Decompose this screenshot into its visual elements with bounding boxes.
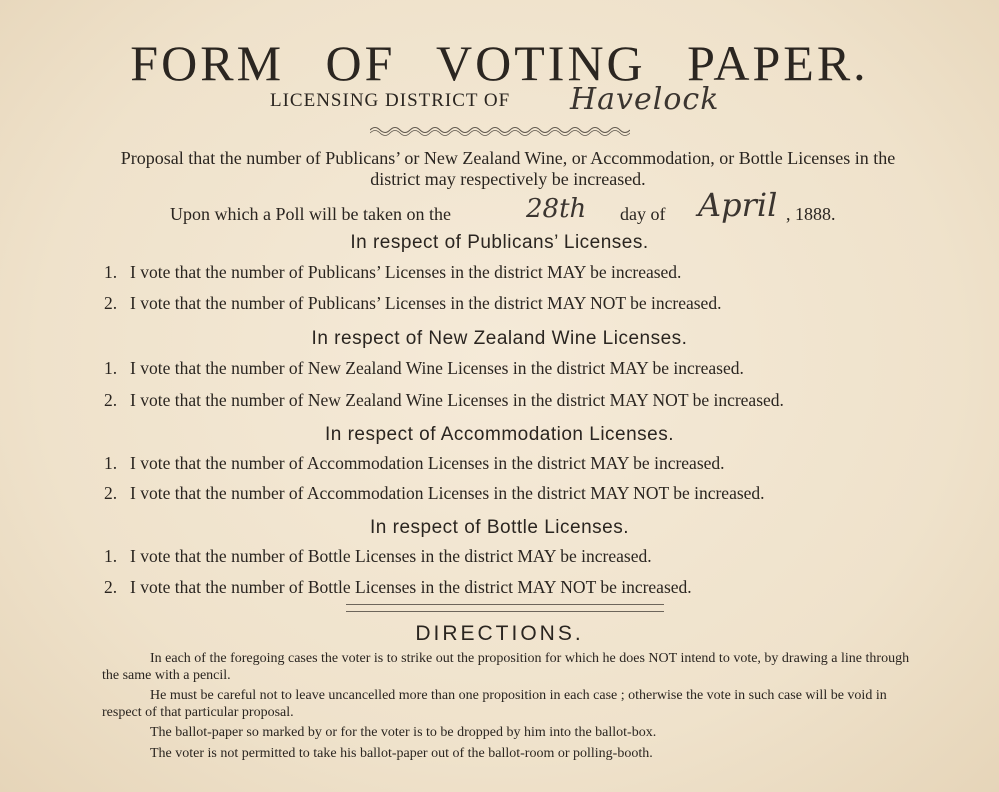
district-label: LICENSING DISTRICT OF [270, 90, 511, 111]
directions-text: He must be careful not to leave uncancelled more than one proposition in each case ; otherwise the vote in such case will be void in respect of that particular proposal. [102, 688, 887, 720]
proposal-text: Proposal that the number of Publicans’ or New Zealand Wine, or Accommodation, or Bottle Licenses in the district may respectively be increased. [120, 148, 896, 189]
vote-bottle-may-not[interactable] [104, 577, 692, 598]
vote-text: I vote that the number of Accommodation Licenses in the district MAY be increased. [130, 453, 725, 473]
vote-text: I vote that the number of Bottle Licenses in the district MAY be increased. [130, 546, 652, 566]
vote-bottle-may[interactable] [104, 546, 652, 567]
poll-day-handwritten: 28th [526, 194, 587, 224]
vote-publicans-may[interactable] [104, 262, 681, 283]
vote-text: I vote that the number of Accommodation Licenses in the district MAY NOT be increased. [130, 483, 765, 503]
vote-accommodation-may-not[interactable] [104, 483, 765, 504]
directions-paragraph-3 [102, 724, 922, 741]
poll-row [170, 186, 890, 230]
directions-text: The ballot-paper so marked by or for the voter is to be dropped by him into the ballot-box. [150, 725, 657, 740]
vote-number: 1. [104, 262, 118, 282]
page-title: FORM OF VOTING PAPER. [130, 35, 869, 91]
vote-number: 2. [104, 577, 118, 597]
vote-text: I vote that the number of Publicans’ Licenses in the district MAY be increased. [130, 262, 682, 282]
vote-number: 2. [104, 390, 118, 410]
vote-text: I vote that the number of New Zealand Wine Licenses in the district MAY be increased. [130, 358, 744, 378]
vote-number: 2. [104, 293, 118, 313]
section-heading-nz-wine: In respect of New Zealand Wine Licenses. [311, 328, 688, 349]
vote-text: I vote that the number of New Zealand Wine Licenses in the district MAY NOT be increased. [130, 390, 784, 410]
vote-accommodation-may[interactable] [104, 453, 725, 474]
directions-text: The voter is not permitted to take his ballot-paper out of the ballot-room or polling-booth. [150, 746, 653, 761]
vote-number: 1. [104, 546, 118, 566]
directions-text: In each of the foregoing cases the voter is to strike out the proposition for which he does NOT intend to vote, by drawing a line through the same with a pencil. [102, 651, 910, 683]
vote-number: 1. [104, 358, 118, 378]
poll-year: , 1888. [786, 204, 836, 224]
directions-title: DIRECTIONS. [415, 622, 584, 645]
vote-number: 2. [104, 483, 118, 503]
vote-text: I vote that the number of Publicans’ Licenses in the district MAY NOT be increased. [130, 293, 722, 313]
vote-number: 1. [104, 453, 118, 473]
wavy-divider [370, 124, 630, 136]
vote-text: I vote that the number of Bottle Licenses in the district MAY NOT be increased. [130, 577, 692, 597]
vote-nz-wine-may-not[interactable] [104, 390, 784, 411]
poll-prefix: Upon which a Poll will be taken on the [170, 204, 451, 224]
district-name-handwritten: Havelock [570, 82, 720, 117]
district-row [270, 82, 790, 122]
poll-month-handwritten: April [698, 186, 778, 224]
section-heading-bottle: In respect of Bottle Licenses. [370, 517, 629, 538]
section-heading-accommodation: In respect of Accommodation Licenses. [324, 424, 675, 445]
directions-paragraph-4 [102, 745, 922, 762]
section-heading-publicans: In respect of Publicans’ Licenses. [350, 232, 649, 253]
double-rule-divider [346, 604, 664, 612]
vote-publicans-may-not[interactable] [104, 293, 721, 314]
vote-nz-wine-may[interactable] [104, 358, 744, 379]
directions-paragraph-1 [102, 650, 922, 684]
poll-mid: day of [620, 204, 666, 224]
directions-paragraph-2 [102, 687, 922, 721]
